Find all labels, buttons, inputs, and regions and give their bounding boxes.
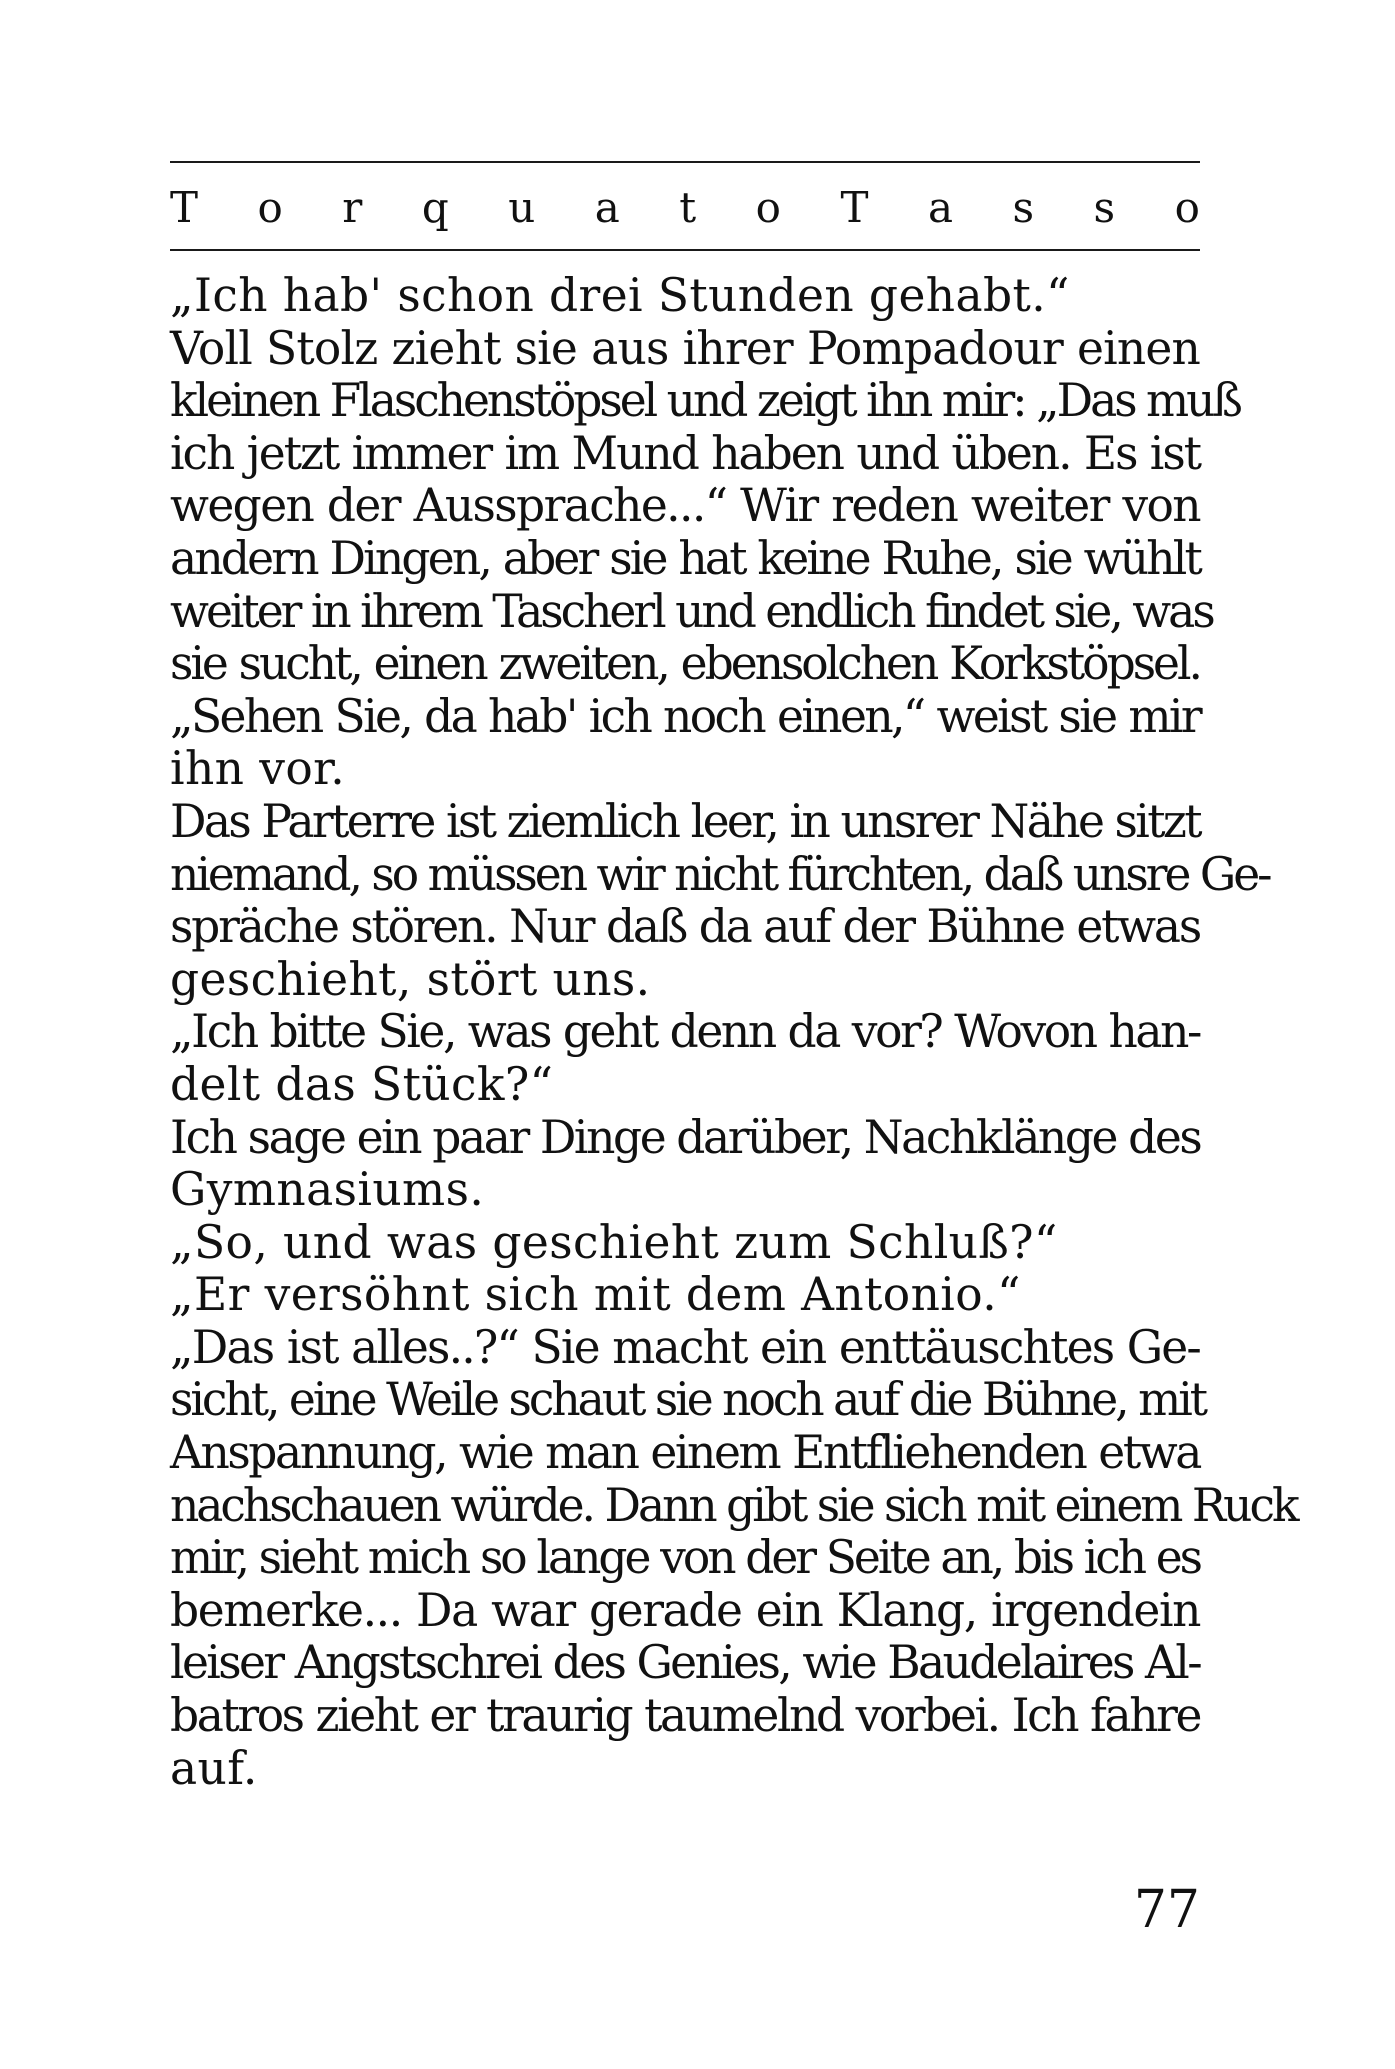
running-head-letter: T xyxy=(840,183,869,232)
text-line: weiter in ihrem Tascherl und endlich findet sie, was xyxy=(170,584,1213,638)
text-line: „So, und was geschieht zum Schluß?“ xyxy=(170,1215,1058,1269)
text-line: sicht, eine Weile schaut sie noch auf die Bühne, mit xyxy=(170,1373,1206,1427)
running-head-letter: t xyxy=(679,183,697,232)
text-line: ich jetzt immer im Mund haben und üben. Es ist xyxy=(170,426,1200,480)
page-number: 77 xyxy=(1133,1880,1200,1940)
text-line: Gymnasiums. xyxy=(170,1163,485,1217)
text-line: bemerke... Da war gerade ein Klang, irgendein xyxy=(170,1583,1200,1637)
text-line: „Sehen Sie, da hab' ich noch einen,“ weist sie mir xyxy=(170,689,1200,743)
text-line: leiser Angstschrei des Genies, wie Baudelaires Al- xyxy=(170,1636,1200,1690)
running-head-letter: T xyxy=(170,183,199,232)
running-head-letter: o xyxy=(755,183,781,232)
header-rule-top xyxy=(170,161,1200,163)
text-line: „Ich bitte Sie, was geht denn da vor? Wovon han- xyxy=(170,1005,1200,1059)
running-head-letter: s xyxy=(1093,183,1116,232)
text-line: nachschauen würde. Dann gibt sie sich mit einem Ruck xyxy=(170,1478,1297,1532)
text-line: spräche stören. Nur daß da auf der Bühne etwas xyxy=(170,900,1200,954)
body-text xyxy=(170,269,1297,1795)
text-line: kleinen Flaschenstöpsel und zeigt ihn mir: „Das muß xyxy=(170,374,1240,428)
running-head-letter: o xyxy=(1174,183,1200,232)
text-line: auf. xyxy=(170,1741,258,1795)
text-line: ihn vor. xyxy=(170,742,346,796)
header-rule-bottom xyxy=(170,249,1200,251)
text-line: geschieht, stört uns. xyxy=(170,952,651,1006)
text-line: „Er versöhnt sich mit dem Antonio.“ xyxy=(170,1268,1021,1322)
running-head-letter: a xyxy=(594,183,620,232)
text-line: Ich sage ein paar Dinge darüber, Nachklänge des xyxy=(170,1110,1201,1164)
text-line: „Ich hab' schon drei Stunden gehabt.“ xyxy=(170,269,1070,322)
text-line: Voll Stolz zieht sie aus ihrer Pompadour einen xyxy=(170,321,1200,375)
running-head-letter: u xyxy=(508,183,536,232)
running-head-letter: s xyxy=(1012,183,1035,232)
running-head-letter: a xyxy=(927,183,953,232)
text-line: batros zieht er traurig taumelnd vorbei. Ich fahre xyxy=(170,1689,1200,1743)
text-line: sie sucht, einen zweiten, ebensolchen Korkstöpsel. xyxy=(170,637,1200,691)
text-line: niemand, so müssen wir nicht fürchten, daß unsre Ge- xyxy=(170,847,1270,901)
running-head-letter: q xyxy=(421,183,449,232)
text-line: Anspannung, wie man einem Entfliehenden etwa xyxy=(170,1426,1200,1480)
text-line: delt das Stück?“ xyxy=(170,1057,554,1111)
running-head xyxy=(170,180,1200,236)
text-line: andern Dingen, aber sie hat keine Ruhe, sie wühlt xyxy=(170,531,1200,585)
text-line: „Das ist alles..?“ Sie macht ein enttäuschtes Ge- xyxy=(170,1320,1200,1374)
text-line: wegen der Aussprache...“ Wir reden weiter von xyxy=(170,479,1200,533)
running-head-letter: r xyxy=(342,183,363,232)
running-head-letter: o xyxy=(257,183,283,232)
text-line: Das Parterre ist ziemlich leer, in unsrer Nähe sitzt xyxy=(170,794,1200,848)
text-line: mir, sieht mich so lange von der Seite an, bis ich es xyxy=(170,1531,1200,1585)
